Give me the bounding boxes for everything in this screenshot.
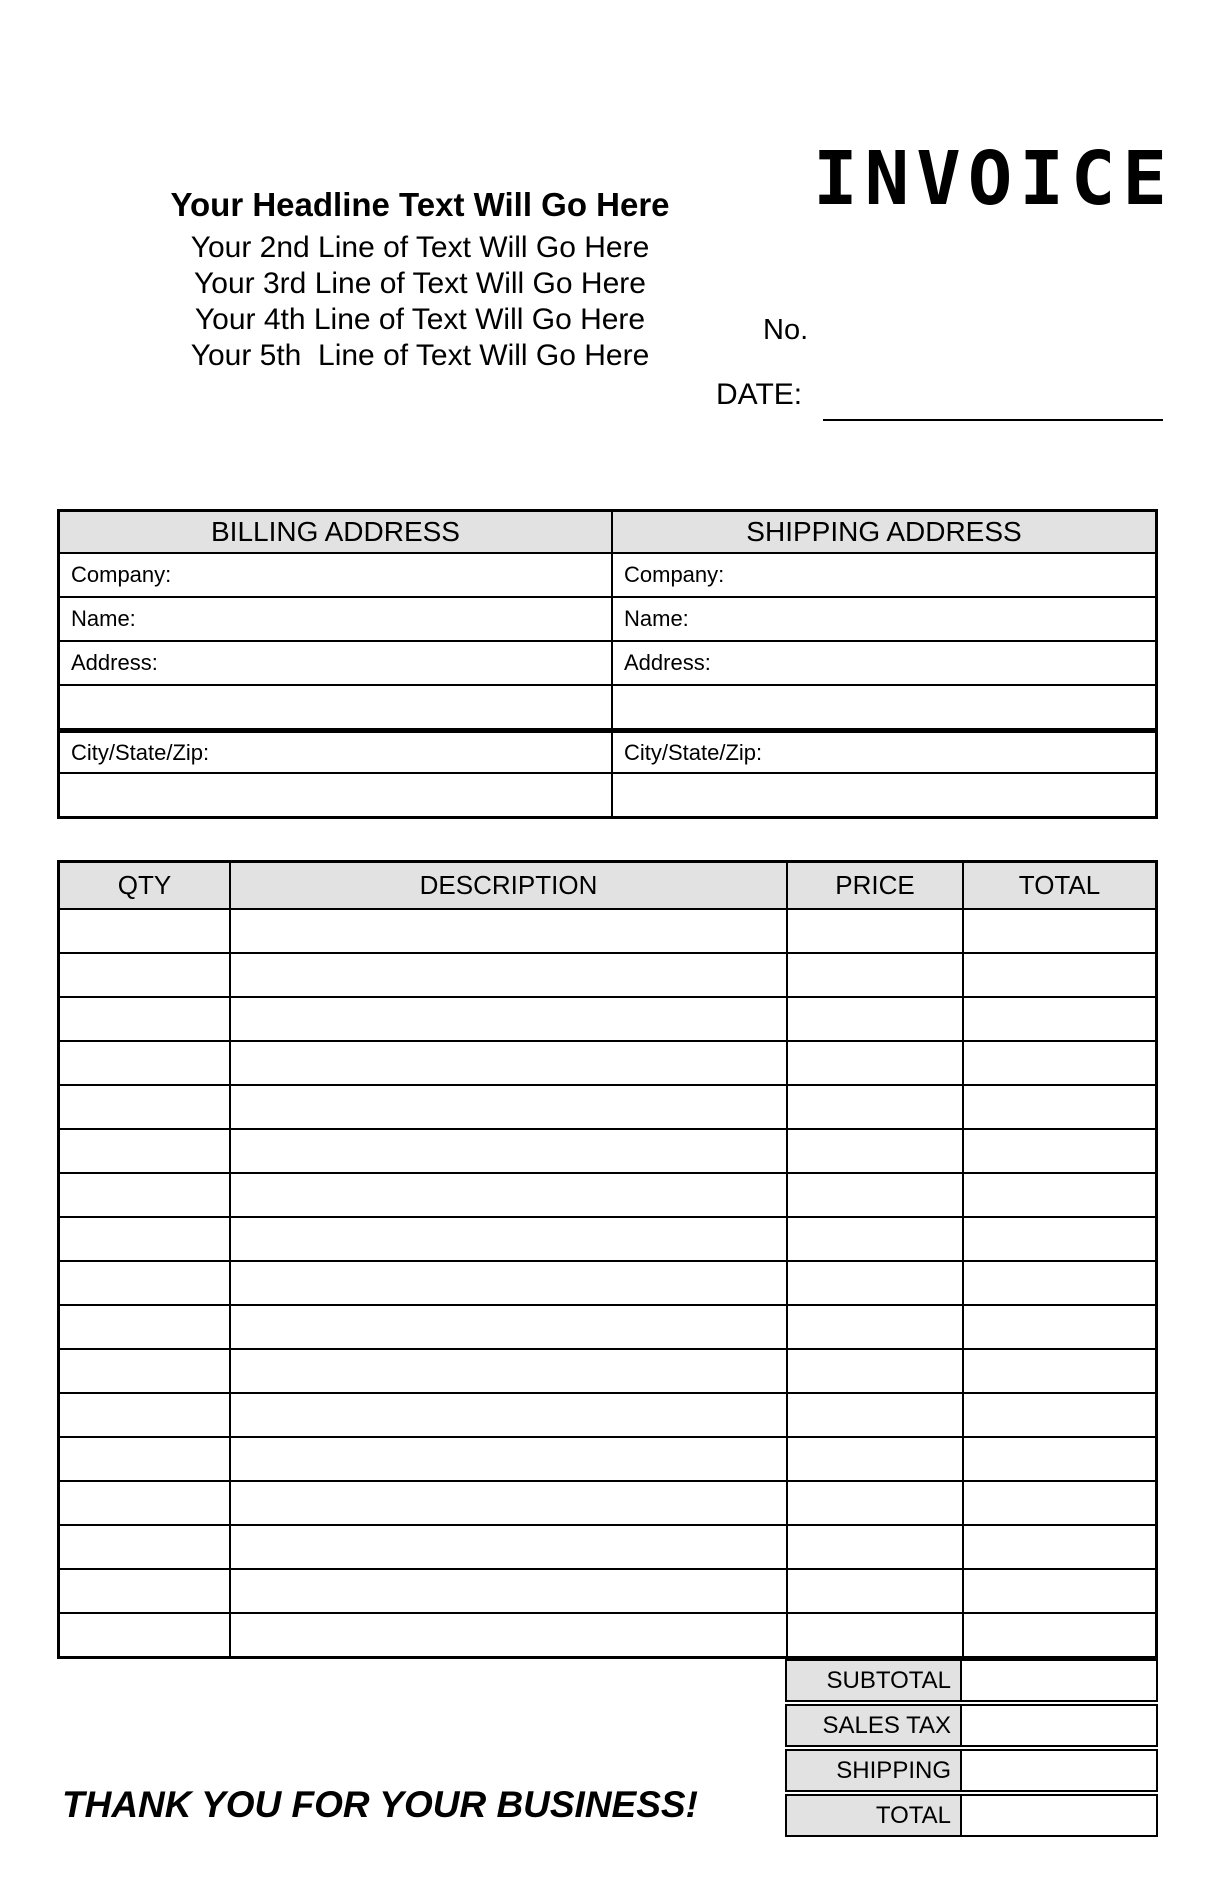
shipping-name-field[interactable] [611, 596, 1155, 640]
item-row-16-qty-cell[interactable] [60, 1568, 229, 1612]
tagline-block [85, 230, 755, 374]
billing-blank-field[interactable] [60, 772, 611, 816]
items-col-total: TOTAL [962, 863, 1155, 908]
item-row-10-total-cell[interactable] [962, 1304, 1155, 1348]
shipping-city-state-zip-field[interactable] [611, 728, 1155, 772]
item-row-1-description-cell[interactable] [229, 908, 786, 952]
tagline-line-3: Your 3rd Line of Text Will Go Here [194, 267, 646, 300]
item-row-5-price-cell[interactable] [786, 1084, 962, 1128]
item-row-14-price-cell[interactable] [786, 1480, 962, 1524]
item-row-4-price-cell[interactable] [786, 1040, 962, 1084]
item-row-2-price-cell[interactable] [786, 952, 962, 996]
items-col-qty: QTY [60, 863, 229, 908]
item-row-5-total-cell[interactable] [962, 1084, 1155, 1128]
item-row-15-price-cell[interactable] [786, 1524, 962, 1568]
item-row-7-total-cell[interactable] [962, 1172, 1155, 1216]
item-row-4-qty-cell[interactable] [60, 1040, 229, 1084]
item-row-6-description-cell[interactable] [229, 1128, 786, 1172]
item-row-1-total-cell[interactable] [962, 908, 1155, 952]
field-label: City/State/Zip: [71, 739, 210, 765]
item-row-6-price-cell[interactable] [786, 1128, 962, 1172]
item-row-1-price-cell[interactable] [786, 908, 962, 952]
shipping-label: SHIPPING [785, 1749, 962, 1792]
tagline-line-5: Your 5th Line of Text Will Go Here [190, 339, 650, 372]
tagline-line-2: Your 2nd Line of Text Will Go Here [190, 231, 650, 264]
item-row-7-qty-cell[interactable] [60, 1172, 229, 1216]
item-row-17-qty-cell[interactable] [60, 1612, 229, 1656]
item-row-4-description-cell[interactable] [229, 1040, 786, 1084]
field-label: Company: [71, 562, 172, 587]
item-row-12-price-cell[interactable] [786, 1392, 962, 1436]
field-label: Address: [71, 650, 158, 675]
item-row-1-qty-cell[interactable] [60, 908, 229, 952]
item-row-3-price-cell[interactable] [786, 996, 962, 1040]
item-row-2-description-cell[interactable] [229, 952, 786, 996]
item-row-2-total-cell[interactable] [962, 952, 1155, 996]
item-row-8-total-cell[interactable] [962, 1216, 1155, 1260]
item-row-8-price-cell[interactable] [786, 1216, 962, 1260]
items-table [57, 860, 1158, 1659]
item-row-13-description-cell[interactable] [229, 1436, 786, 1480]
summary-row-shipping [785, 1749, 1158, 1792]
shipping-address-title: SHIPPING ADDRESS [611, 512, 1155, 552]
shipping-blank-field[interactable] [611, 772, 1155, 816]
total-label: TOTAL [785, 1794, 962, 1837]
item-row-3-total-cell[interactable] [962, 996, 1155, 1040]
summary-block [785, 1659, 1158, 1839]
billing-blank-field[interactable] [60, 684, 611, 728]
items-col-description: DESCRIPTION [229, 863, 786, 908]
field-label: Name: [624, 606, 689, 631]
date-input-line[interactable] [823, 389, 1163, 421]
date-label: DATE: [716, 378, 803, 411]
item-row-10-qty-cell[interactable] [60, 1304, 229, 1348]
item-row-9-qty-cell[interactable] [60, 1260, 229, 1304]
item-row-14-total-cell[interactable] [962, 1480, 1155, 1524]
item-row-10-price-cell[interactable] [786, 1304, 962, 1348]
item-row-11-description-cell[interactable] [229, 1348, 786, 1392]
item-row-15-qty-cell[interactable] [60, 1524, 229, 1568]
item-row-9-description-cell[interactable] [229, 1260, 786, 1304]
items-col-price: PRICE [786, 863, 962, 908]
item-row-9-price-cell[interactable] [786, 1260, 962, 1304]
item-row-17-description-cell[interactable] [229, 1612, 786, 1656]
thank-you-message: THANK YOU FOR YOUR BUSINESS! [62, 1784, 698, 1825]
shipping-address-field[interactable] [611, 640, 1155, 684]
item-row-16-total-cell[interactable] [962, 1568, 1155, 1612]
item-row-15-total-cell[interactable] [962, 1524, 1155, 1568]
item-row-14-description-cell[interactable] [229, 1480, 786, 1524]
item-row-7-description-cell[interactable] [229, 1172, 786, 1216]
field-label: Company: [624, 562, 725, 587]
item-row-12-total-cell[interactable] [962, 1392, 1155, 1436]
item-row-12-qty-cell[interactable] [60, 1392, 229, 1436]
subtotal-label: SUBTOTAL [785, 1659, 962, 1702]
item-row-16-description-cell[interactable] [229, 1568, 786, 1612]
item-row-3-qty-cell[interactable] [60, 996, 229, 1040]
item-row-16-price-cell[interactable] [786, 1568, 962, 1612]
item-row-7-price-cell[interactable] [786, 1172, 962, 1216]
summary-row-total [785, 1794, 1158, 1837]
item-row-13-price-cell[interactable] [786, 1436, 962, 1480]
headline: Your Headline Text Will Go Here [170, 186, 670, 223]
item-row-11-price-cell[interactable] [786, 1348, 962, 1392]
item-row-8-qty-cell[interactable] [60, 1216, 229, 1260]
billing-address-field[interactable] [60, 640, 611, 684]
item-row-8-description-cell[interactable] [229, 1216, 786, 1260]
sales-tax-value[interactable] [962, 1704, 1158, 1747]
field-label: Address: [624, 650, 711, 675]
item-row-13-total-cell[interactable] [962, 1436, 1155, 1480]
billing-city-state-zip-field[interactable] [60, 728, 611, 772]
item-row-5-qty-cell[interactable] [60, 1084, 229, 1128]
field-label: Name: [71, 606, 136, 631]
item-row-11-qty-cell[interactable] [60, 1348, 229, 1392]
billing-company-field[interactable] [60, 552, 611, 596]
item-row-15-description-cell[interactable] [229, 1524, 786, 1568]
sales-tax-label: SALES TAX [785, 1704, 962, 1747]
item-row-3-description-cell[interactable] [229, 996, 786, 1040]
item-row-13-qty-cell[interactable] [60, 1436, 229, 1480]
item-row-11-total-cell[interactable] [962, 1348, 1155, 1392]
invoice-number-label: No. [763, 314, 809, 346]
item-row-12-description-cell[interactable] [229, 1392, 786, 1436]
subtotal-value[interactable] [962, 1659, 1158, 1702]
item-row-2-qty-cell[interactable] [60, 952, 229, 996]
item-row-6-total-cell[interactable] [962, 1128, 1155, 1172]
total-value[interactable] [962, 1794, 1158, 1837]
field-label: City/State/Zip: [624, 739, 763, 765]
item-row-5-description-cell[interactable] [229, 1084, 786, 1128]
item-row-6-qty-cell[interactable] [60, 1128, 229, 1172]
item-row-4-total-cell[interactable] [962, 1040, 1155, 1084]
item-row-14-qty-cell[interactable] [60, 1480, 229, 1524]
summary-row-sales-tax [785, 1704, 1158, 1747]
shipping-value[interactable] [962, 1749, 1158, 1792]
billing-address-title: BILLING ADDRESS [60, 512, 611, 552]
shipping-blank-field[interactable] [611, 684, 1155, 728]
summary-row-subtotal [785, 1659, 1158, 1702]
tagline-line-4: Your 4th Line of Text Will Go Here [194, 303, 646, 336]
item-row-17-total-cell[interactable] [962, 1612, 1155, 1656]
item-row-10-description-cell[interactable] [229, 1304, 786, 1348]
shipping-company-field[interactable] [611, 552, 1155, 596]
item-row-9-total-cell[interactable] [962, 1260, 1155, 1304]
invoice-title: INVOICE [813, 136, 1174, 222]
addresses-table [57, 509, 1158, 819]
billing-name-field[interactable] [60, 596, 611, 640]
item-row-17-price-cell[interactable] [786, 1612, 962, 1656]
